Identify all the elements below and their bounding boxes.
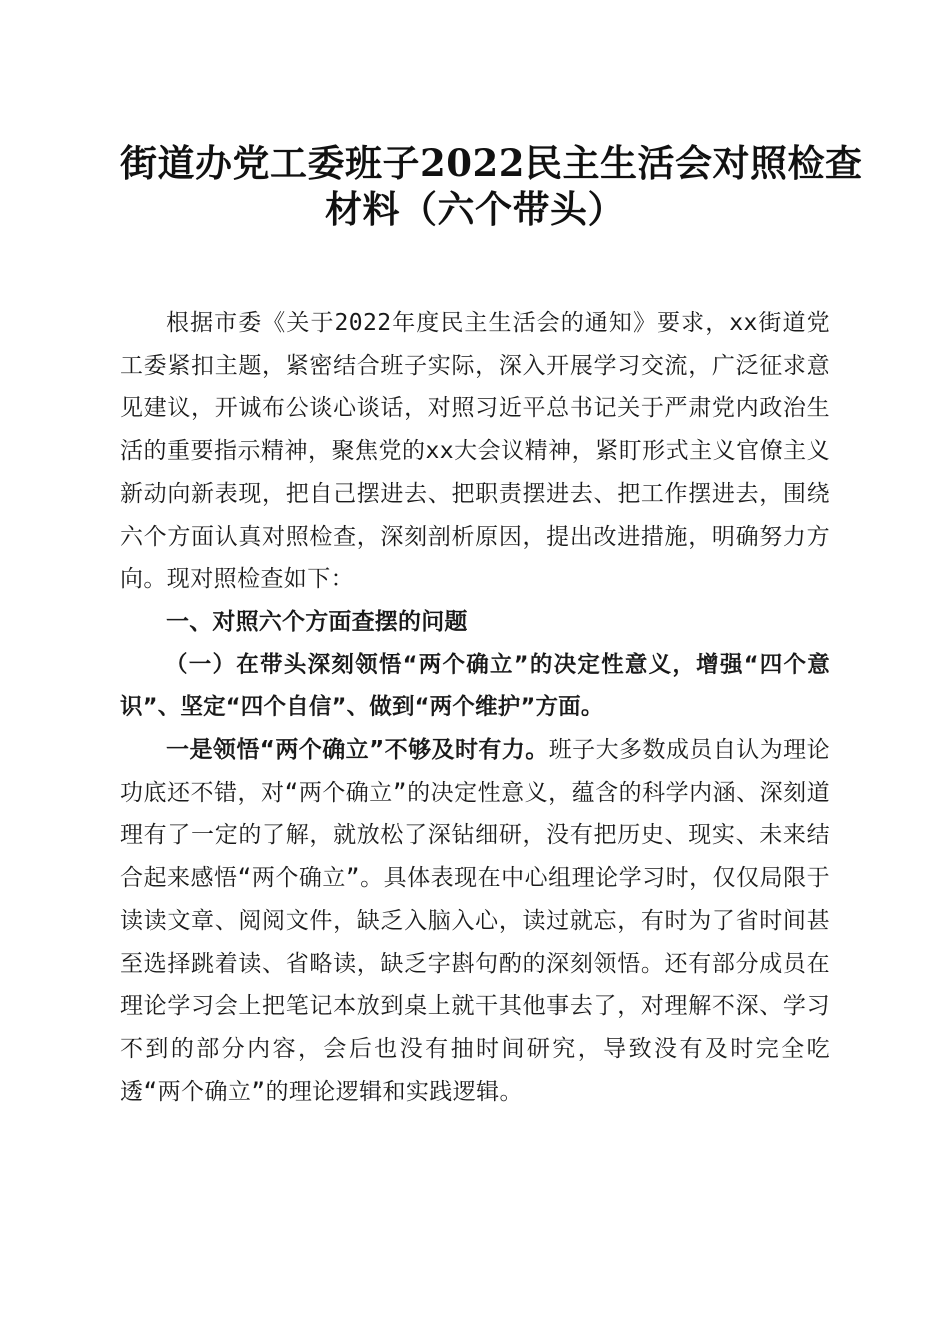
point-1-paragraph (120, 729, 830, 1113)
point-1-text: 班子大多数成员自认为理论功底还不错，对“两个确立”的决定性意义，蕴含的科学内涵、深刻道理有了一定的了解，就放松了深钻细研，没有把历史、现实、未来结合起来感悟“两个确立”。具体表现在中心组理论学习时，仅仅局限于读读文章、阅阅文件，缺乏入脑入心，读过就忘，有时为了省时间甚至选择跳着读、省略读，缺乏字斟句酌的深刻领悟。还有部分成员在理论学习会上把笔记本放到桌上就干其他事去了，对理解不深、学习不到的部分内容，会后也没有抽时间研究，导致没有及时完全吃透“两个确立”的理论逻辑和实践逻辑。 (120, 737, 830, 1105)
point-1-lead: 一是领悟“两个确立”不够及时有力。 (166, 737, 549, 764)
document-body (120, 302, 830, 1113)
section-heading-1: 一、对照六个方面查摆的问题 (166, 608, 468, 635)
subsection-heading-1: （一）在带头深刻领悟“两个确立”的决定性意义，增强“四个意识”、坚定“四个自信”、做到“两个维护”方面。 (120, 651, 830, 721)
intro-paragraph: 根据市委《关于2022年度民主生活会的通知》要求，xx街道党工委紧扣主题，紧密结合班子实际，深入开展学习交流，广泛征求意见建议，开诚布公谈心谈话，对照习近平总书记关于严肃党内政治生活的重要指示精神，聚焦党的xx大会议精神，紧盯形式主义官僚主义新动向新表现，把自己摆进去、把职责摆进去、把工作摆进去，围绕六个方面认真对照检查，深刻剖析原因，提出改进措施，明确努力方向。现对照检查如下： (120, 310, 830, 593)
document-title (120, 140, 863, 232)
title-line-1: 街道办党工委班子2022民主生活会对照检查 (120, 141, 863, 185)
title-line-2: 材料（六个带头） (325, 187, 625, 231)
